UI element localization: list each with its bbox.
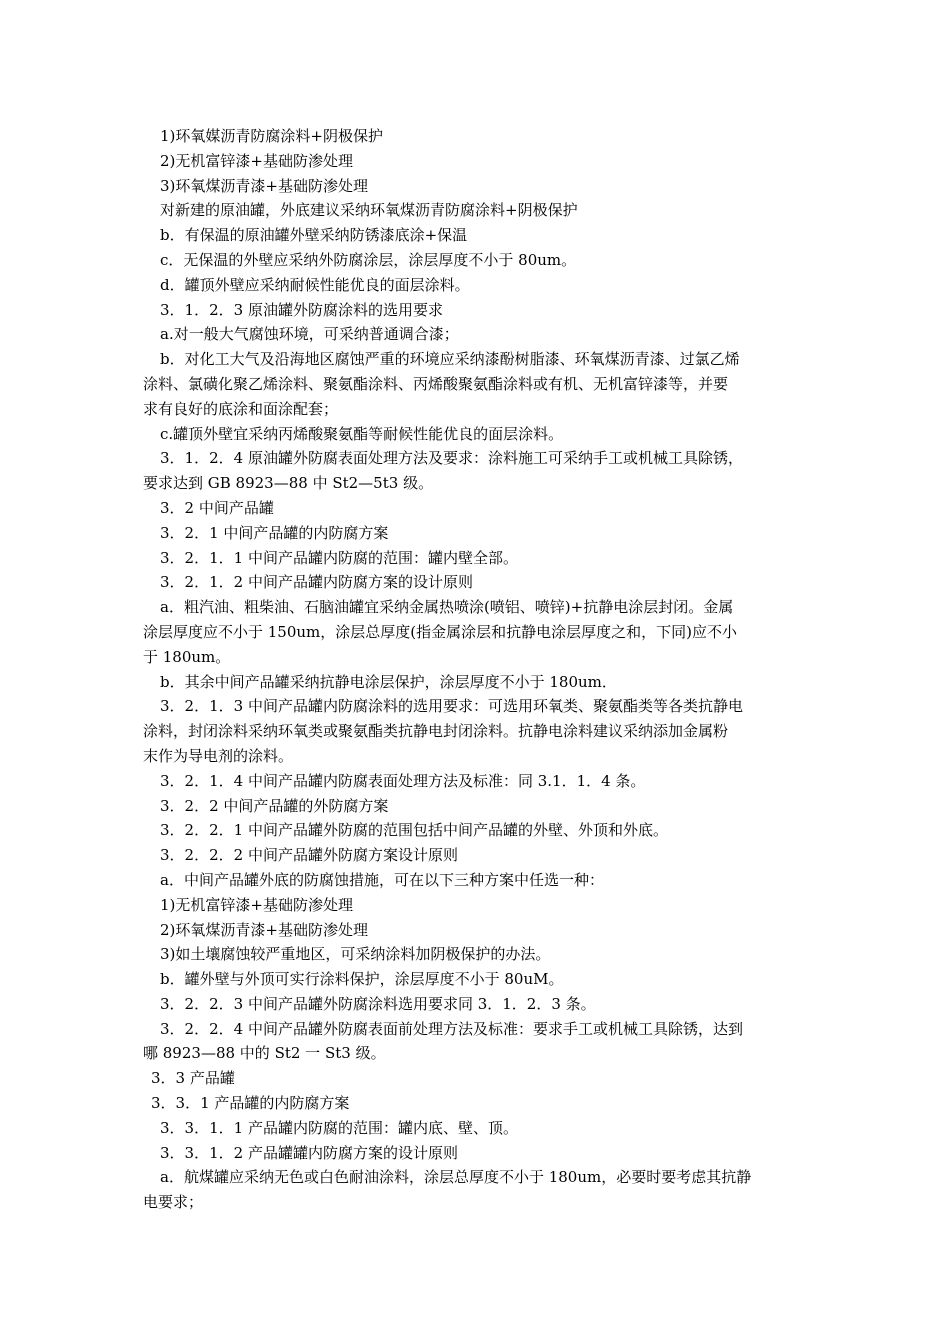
- text-line: 3．3．1．1 产品罐内防腐的范围：罐内底、壁、顶。: [160, 1118, 518, 1137]
- text-line: 涂层厚度应不小于 150um，涂层总厚度(指金属涂层和抗静电涂层厚度之和，下同)应不小: [143, 622, 737, 641]
- text-line: c.罐顶外壁宜采纳丙烯酸聚氨酯等耐候性能优良的面层涂料。: [160, 424, 564, 443]
- text-line: 求有良好的底涂和面涂配套；: [143, 399, 339, 418]
- text-line: b．对化工大气及沿海地区腐蚀严重的环境应采纳漆酚树脂漆、环氧煤沥青漆、过氯乙烯: [160, 350, 740, 369]
- text-line: 3．2．2．4 中间产品罐外防腐表面前处理方法及标准：要求手工或机械工具除锈，达到: [160, 1019, 743, 1038]
- text-line: c．无保温的外壁应采纳外防腐涂层，涂层厚度不小于 80um。: [160, 250, 577, 269]
- text-line: 3．3 产品罐: [151, 1069, 235, 1088]
- text-line: 哪 8923—88 中的 St2 一 St3 级。: [143, 1044, 386, 1063]
- text-line: 3)如土壤腐蚀较严重地区，可采纳涂料加阴极保护的办法。: [160, 945, 551, 964]
- text-line: 3．1．2．4 原油罐外防腐表面处理方法及要求：涂料施工可采纳手工或机械工具除锈，: [160, 449, 743, 468]
- text-line: 2)环氧煤沥青漆+基础防渗处理: [160, 920, 368, 939]
- text-line: 3．3．1 产品罐的内防腐方案: [151, 1094, 350, 1113]
- text-line: 3．2．1．3 中间产品罐内防腐涂料的选用要求：可选用环氧类、聚氨酯类等各类抗静电: [160, 697, 743, 716]
- text-line: 3．2 中间产品罐: [160, 498, 274, 517]
- text-line: 3)环氧煤沥青漆+基础防渗处理: [160, 176, 368, 195]
- text-line: 于 180um。: [143, 647, 231, 666]
- text-line: 2)无机富锌漆+基础防渗处理: [160, 151, 353, 170]
- text-line: 3．2．2 中间产品罐的外防腐方案: [160, 796, 389, 815]
- text-line: 3．2．1．2 中间产品罐内防腐方案的设计原则: [160, 573, 473, 592]
- text-line: 3．2．2．2 中间产品罐外防腐方案设计原则: [160, 846, 458, 865]
- text-line: 电要求；: [143, 1193, 204, 1212]
- text-line: 1)环氧媒沥青防腐涂料+阴极保护: [160, 127, 383, 145]
- document-page: [143, 124, 808, 1215]
- text-line: b．罐外壁与外顶可实行涂料保护，涂层厚度不小于 80uM。: [160, 970, 564, 989]
- text-line: a.对一般大气腐蚀环境，可采纳普通调合漆；: [160, 325, 459, 344]
- text-line: d．罐顶外壁应采纳耐候性能优良的面层涂料。: [160, 275, 470, 294]
- text-line: 涂料、氯磺化聚乙烯涂料、聚氨酯涂料、丙烯酸聚氨酯涂料或有机、无机富锌漆等，并要: [143, 374, 729, 393]
- text-line: 3．2．2．1 中间产品罐外防腐的范围包括中间产品罐的外壁、外顶和外底。: [160, 821, 668, 840]
- text-line: 3．2．2．3 中间产品罐外防腐涂料选用要求同 3．1．2．3 条。: [160, 994, 596, 1013]
- text-line: 对新建的原油罐，外底建议采纳环氧煤沥青防腐涂料+阴极保护: [160, 201, 578, 220]
- text-line: 1)无机富锌漆+基础防渗处理: [160, 895, 353, 914]
- text-line: 要求达到 GB 8923—88 中 St2—5t3 级。: [143, 474, 434, 493]
- text-line: 3．2．1．4 中间产品罐内防腐表面处理方法及标准：同 3.1．1．4 条。: [160, 771, 646, 790]
- text-line: a．航煤罐应采纳无色或白色耐油涂料，涂层总厚度不小于 180um，必要时要考虑其抗静: [160, 1168, 752, 1187]
- text-line: 3．2．1．1 中间产品罐内防腐的范围：罐内壁全部。: [160, 548, 518, 567]
- text-line: b．有保温的原油罐外壁采纳防锈漆底涂+保温: [160, 226, 468, 245]
- text-line: a．粗汽油、粗柴油、石脑油罐宜采纳金属热喷涂(喷铝、喷锌)+抗静电涂层封闭。金属: [160, 598, 734, 617]
- text-line: 涂料，封闭涂料采纳环氧类或聚氨酯类抗静电封闭涂料。抗静电涂料建议采纳添加金属粉: [143, 722, 729, 741]
- text-line: 末作为导电剂的涂料。: [143, 746, 294, 765]
- text-line: b．其余中间产品罐采纳抗静电涂层保护，涂层厚度不小于 180um．: [160, 672, 617, 691]
- text-line: a．中间产品罐外底的防腐蚀措施，可在以下三种方案中任选一种：: [160, 870, 604, 889]
- text-line: 3．3．1．2 产品罐罐内防腐方案的设计原则: [160, 1143, 458, 1162]
- text-line: 3．1．2．3 原油罐外防腐涂料的选用要求: [160, 300, 443, 319]
- text-line: 3．2．1 中间产品罐的内防腐方案: [160, 523, 389, 542]
